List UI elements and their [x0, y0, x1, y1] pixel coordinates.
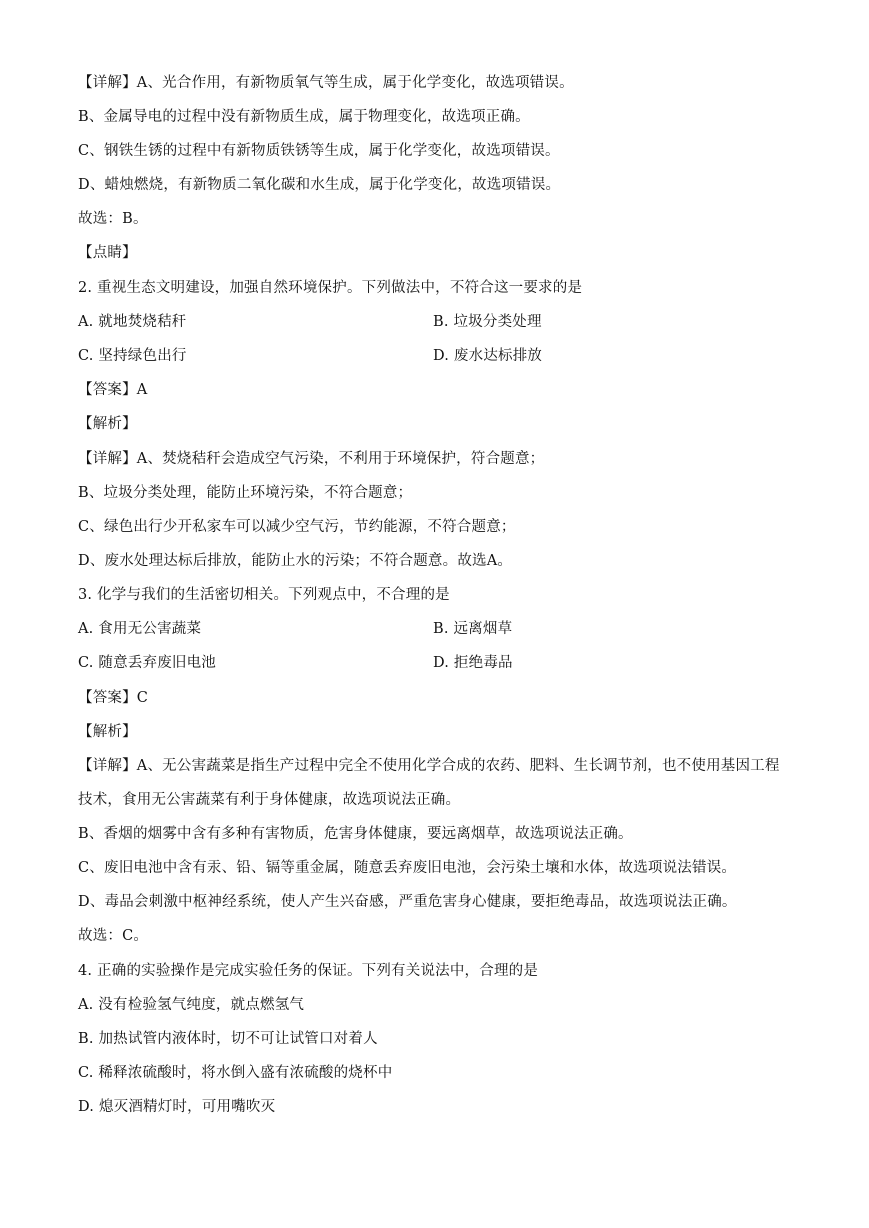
- q3-detail-c: C、废旧电池中含有汞、铅、镉等重金属，随意丢弃废旧电池，会污染土壤和水体，故选项说法错误。: [78, 860, 737, 876]
- q2-detail-c: C、绿色出行少开私家车可以减少空气污，节约能源，不符合题意；: [78, 519, 516, 535]
- q3-option-b: B. 远离烟草: [433, 621, 513, 637]
- q2-analysis-heading: 【解析】: [78, 416, 137, 432]
- q1-comment-heading: 【点睛】: [78, 245, 137, 261]
- q1-detail-c: C、钢铁生锈的过程中有新物质铁锈等生成，属于化学变化，故选项错误。: [78, 143, 560, 159]
- q3-stem: 3. 化学与我们的生活密切相关。下列观点中，不合理的是: [78, 587, 450, 603]
- q2-option-c: C. 坚持绿色出行: [78, 348, 187, 364]
- q3-choice: 故选：C。: [78, 928, 149, 944]
- q3-detail-a: 【详解】A、无公害蔬菜是指生产过程中完全不使用化学合成的农药、肥料、生长调节剂，也不使用基因工程技术，食用无公害蔬菜有利于身体健康，故选项说法正确。: [78, 758, 780, 808]
- q1-detail-d: D、蜡烛燃烧，有新物质二氧化碳和水生成，属于化学变化，故选项错误。: [78, 177, 561, 193]
- q3-option-c: C. 随意丢弃废旧电池: [78, 655, 216, 671]
- q1-detail-b: B、金属导电的过程中没有新物质生成，属于物理变化，故选项正确。: [78, 109, 530, 125]
- q3-detail-d: D、毒品会刺激中枢神经系统，使人产生兴奋感，严重危害身心健康，要拒绝毒品，故选项说法正确。: [78, 894, 737, 910]
- q1-choice: 故选：B。: [78, 211, 148, 227]
- q3-analysis-heading: 【解析】: [78, 724, 137, 740]
- q3-answer: 【答案】C: [78, 690, 149, 706]
- q2-option-d: D. 废水达标排放: [433, 348, 543, 364]
- q3-option-d: D. 拒绝毒品: [433, 655, 513, 671]
- q1-detail-a: 【详解】A、光合作用，有新物质氧气等生成，属于化学变化，故选项错误。: [78, 75, 574, 91]
- q4-option-b: B. 加热试管内液体时，切不可让试管口对着人: [78, 1031, 378, 1047]
- q3-option-a: A. 食用无公害蔬菜: [78, 621, 202, 637]
- q4-option-a: A. 没有检验氢气纯度，就点燃氢气: [78, 997, 305, 1013]
- q2-stem: 2. 重视生态文明建设，加强自然环境保护。下列做法中，不符合这一要求的是: [78, 280, 583, 296]
- q4-stem: 4. 正确的实验操作是完成实验任务的保证。下列有关说法中，合理的是: [78, 963, 539, 979]
- q2-detail-b: B、垃圾分类处理，能防止环境污染，不符合题意；: [78, 485, 413, 501]
- q4-option-d: D. 熄灭酒精灯时，可用嘴吹灭: [78, 1099, 276, 1115]
- q2-option-a: A. 就地焚烧秸秆: [78, 314, 187, 330]
- q4-option-c: C. 稀释浓硫酸时，将水倒入盛有浓硫酸的烧杯中: [78, 1065, 393, 1081]
- q3-detail-b: B、香烟的烟雾中含有多种有害物质，危害身体健康，要远离烟草，故选项说法正确。: [78, 826, 633, 842]
- q2-detail-a: 【详解】A、焚烧秸秆会造成空气污染，不利用于环境保护，符合题意；: [78, 451, 545, 467]
- q2-answer: 【答案】A: [78, 382, 148, 398]
- q2-option-b: B. 垃圾分类处理: [433, 314, 542, 330]
- q2-detail-d: D、废水处理达标后排放，能防止水的污染；不符合题意。故选A。: [78, 553, 513, 569]
